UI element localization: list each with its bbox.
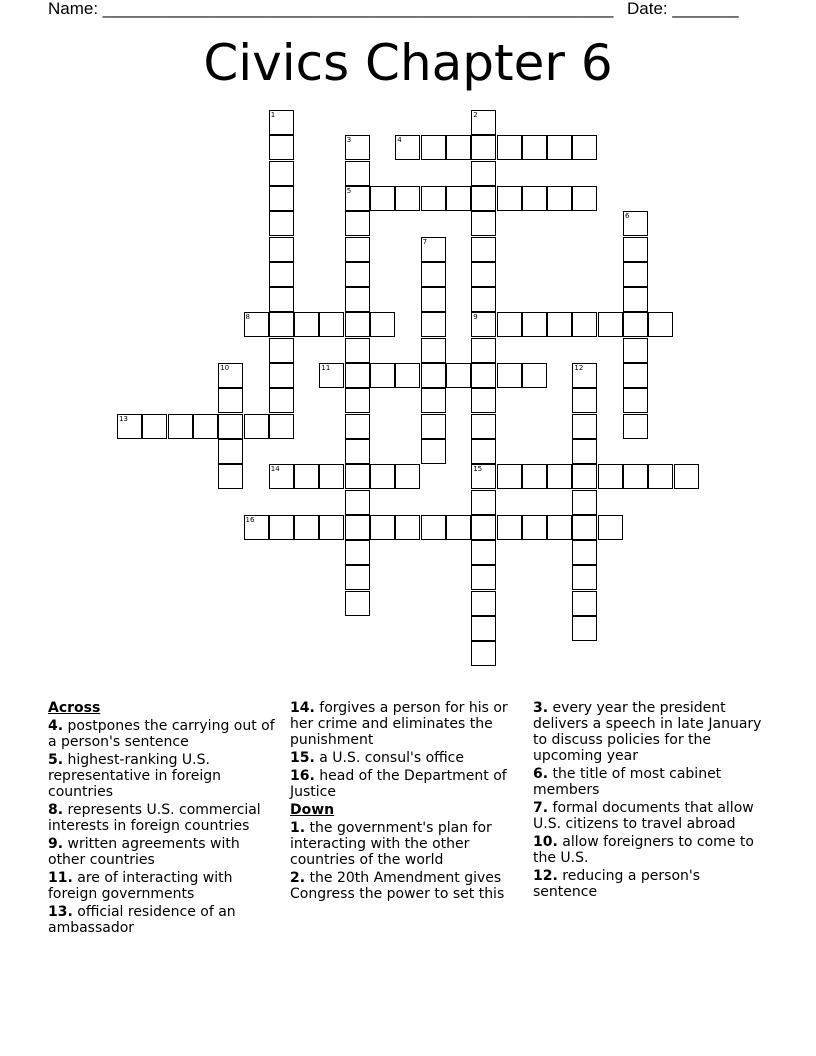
grid-cell[interactable]	[218, 414, 243, 439]
grid-cell[interactable]	[572, 186, 597, 211]
grid-cell[interactable]	[142, 414, 167, 439]
grid-cell[interactable]	[648, 312, 673, 337]
grid-cell[interactable]	[497, 186, 522, 211]
grid-cell[interactable]	[547, 464, 572, 489]
grid-cell[interactable]	[421, 363, 446, 388]
grid-cell[interactable]	[319, 464, 344, 489]
grid-cell[interactable]	[572, 540, 597, 565]
grid-cell[interactable]	[623, 388, 648, 413]
clue-number: 13.	[48, 904, 73, 920]
cell-number: 14	[270, 465, 280, 474]
page-title: Civics Chapter 6	[203, 34, 613, 92]
grid-cell[interactable]	[269, 262, 294, 287]
cell-number: 8	[245, 313, 250, 322]
grid-cell[interactable]	[471, 211, 496, 236]
clue-number: 14.	[290, 700, 315, 716]
cell-number: 9	[473, 313, 478, 322]
grid-cell[interactable]	[395, 363, 420, 388]
grid-cell[interactable]	[117, 414, 142, 439]
clue-text: head of the Department of Justice	[290, 768, 507, 800]
grid-cell[interactable]	[471, 616, 496, 641]
grid-cell[interactable]	[522, 515, 547, 540]
grid-cell[interactable]	[471, 338, 496, 363]
grid-cell[interactable]	[522, 135, 547, 160]
grid-cell[interactable]	[345, 490, 370, 515]
cell-number: 16	[245, 515, 255, 524]
grid-cell[interactable]	[395, 464, 420, 489]
grid-cell[interactable]	[572, 312, 597, 337]
clue-text: formal documents that allow U.S. citizens to travel abroad	[533, 800, 754, 832]
grid-cell[interactable]	[421, 312, 446, 337]
grid-cell[interactable]	[345, 515, 370, 540]
grid-cell[interactable]	[497, 135, 522, 160]
date-field: Date: _______	[627, 0, 739, 18]
grid-cell[interactable]	[193, 414, 218, 439]
grid-cell[interactable]	[623, 338, 648, 363]
grid-cell[interactable]	[471, 110, 496, 135]
clue-across-9	[48, 836, 280, 868]
cell-number: 1	[270, 111, 276, 119]
grid-cell[interactable]	[421, 388, 446, 413]
grid-cell[interactable]	[345, 237, 370, 262]
grid-cell[interactable]	[269, 237, 294, 262]
grid-cell[interactable]	[471, 439, 496, 464]
grid-cell[interactable]	[471, 515, 496, 540]
grid-cell[interactable]	[572, 414, 597, 439]
name-field: Name: ______________________________________________________	[48, 0, 614, 18]
grid-cell[interactable]	[623, 237, 648, 262]
grid-cell[interactable]	[421, 135, 446, 160]
clue-down-12	[533, 868, 765, 900]
grid-cell[interactable]	[294, 464, 319, 489]
clue-number: 5.	[48, 752, 64, 768]
cell-number: 11	[321, 364, 331, 372]
grid-cell[interactable]	[421, 439, 446, 464]
grid-cell[interactable]	[522, 186, 547, 211]
grid-cell[interactable]	[294, 312, 319, 337]
grid-cell[interactable]	[218, 388, 243, 413]
grid-cell[interactable]	[674, 464, 699, 489]
grid-cell[interactable]	[269, 414, 294, 439]
grid-cell[interactable]	[471, 414, 496, 439]
grid-cell[interactable]	[471, 161, 496, 186]
grid-cell[interactable]	[446, 135, 471, 160]
clue-number: 4.	[48, 718, 64, 734]
grid-cell[interactable]	[421, 414, 446, 439]
grid-cell[interactable]	[471, 287, 496, 312]
grid-cell[interactable]	[345, 135, 370, 160]
clue-text: every year the president delivers a speech in late January to discuss policies for the upcoming year	[533, 700, 762, 764]
clue-down-10	[533, 834, 765, 866]
cell-number: 7	[422, 237, 428, 246]
grid-cell[interactable]	[598, 464, 623, 489]
grid-cell[interactable]	[395, 186, 420, 211]
grid-cell[interactable]	[395, 135, 420, 160]
clue-across-4	[48, 718, 280, 750]
grid-cell[interactable]	[345, 565, 370, 590]
grid-cell[interactable]	[471, 565, 496, 590]
grid-cell[interactable]	[269, 312, 294, 337]
grid-cell[interactable]	[345, 312, 370, 337]
grid-cell[interactable]	[421, 338, 446, 363]
clue-text: the 20th Amendment gives Congress the power to set this	[290, 870, 505, 902]
grid-cell[interactable]	[623, 312, 648, 337]
clue-text: are of interacting with foreign governments	[48, 870, 233, 902]
grid-cell[interactable]	[623, 287, 648, 312]
clue-down-6	[533, 766, 765, 798]
clue-number: 3.	[533, 700, 549, 716]
grid-cell[interactable]	[345, 338, 370, 363]
clue-text: postpones the carrying out of a person's sentence	[48, 718, 275, 750]
grid-cell[interactable]	[319, 363, 344, 388]
cell-number: 3	[346, 136, 352, 145]
clue-text: the government's plan for interacting with the other countries of the world	[290, 820, 492, 868]
clue-text: written agreements with other countries	[48, 836, 240, 868]
grid-cell[interactable]	[547, 312, 572, 337]
grid-cell[interactable]	[572, 591, 597, 616]
clue-text: the title of most cabinet members	[533, 766, 722, 798]
grid-cell[interactable]	[345, 211, 370, 236]
grid-cell[interactable]	[446, 363, 471, 388]
clue-down-2	[290, 870, 522, 902]
grid-cell[interactable]	[572, 464, 597, 489]
clue-number: 6.	[533, 766, 549, 782]
clue-number: 9.	[48, 836, 64, 852]
grid-cell[interactable]	[572, 565, 597, 590]
grid-cell[interactable]	[471, 540, 496, 565]
grid-cell[interactable]	[421, 237, 446, 262]
grid-cell[interactable]	[598, 312, 623, 337]
grid-cell[interactable]	[345, 439, 370, 464]
grid-cell[interactable]	[471, 312, 496, 337]
clue-number: 2.	[290, 870, 306, 886]
cell-number: 4	[397, 136, 402, 145]
grid-cell[interactable]	[446, 515, 471, 540]
grid-cell[interactable]	[572, 616, 597, 641]
grid-cell[interactable]	[345, 388, 370, 413]
grid-cell[interactable]	[168, 414, 193, 439]
grid-cell[interactable]	[269, 186, 294, 211]
grid-cell[interactable]	[244, 515, 269, 540]
grid-cell[interactable]	[497, 464, 522, 489]
grid-cell[interactable]	[471, 490, 496, 515]
grid-cell[interactable]	[370, 464, 395, 489]
grid-cell[interactable]	[547, 135, 572, 160]
cell-number: 6	[625, 212, 630, 221]
grid-cell[interactable]	[471, 641, 496, 666]
clue-number: 11.	[48, 870, 73, 886]
grid-cell[interactable]	[244, 414, 269, 439]
grid-cell[interactable]	[370, 312, 395, 337]
clue-text: official residence of an ambassador	[48, 904, 236, 936]
clue-across-11	[48, 870, 280, 902]
grid-cell[interactable]	[522, 312, 547, 337]
grid-cell[interactable]	[421, 515, 446, 540]
grid-cell[interactable]	[497, 312, 522, 337]
clue-text: represents U.S. commercial interests in foreign countries	[48, 802, 261, 834]
grid-cell[interactable]	[395, 515, 420, 540]
grid-cell[interactable]	[497, 515, 522, 540]
grid-cell[interactable]	[623, 363, 648, 388]
clue-down-3	[533, 700, 765, 764]
grid-cell[interactable]	[269, 515, 294, 540]
clue-text: highest-ranking U.S. representative in foreign countries	[48, 752, 222, 800]
cell-number: 12	[574, 364, 584, 372]
grid-cell[interactable]	[294, 515, 319, 540]
grid-cell[interactable]	[421, 287, 446, 312]
grid-cell[interactable]	[522, 363, 547, 388]
grid-cell[interactable]	[319, 515, 344, 540]
clue-across-13	[48, 904, 280, 936]
grid-cell[interactable]	[269, 110, 294, 135]
clue-number: 15.	[290, 750, 315, 766]
grid-cell[interactable]	[623, 414, 648, 439]
clue-across-15	[290, 750, 522, 766]
grid-cell[interactable]	[623, 211, 648, 236]
grid-cell[interactable]	[244, 312, 269, 337]
grid-cell[interactable]	[345, 591, 370, 616]
grid-cell[interactable]	[547, 515, 572, 540]
grid-cell[interactable]	[370, 363, 395, 388]
clue-number: 16.	[290, 768, 315, 784]
cell-number: 13	[119, 414, 128, 423]
grid-cell[interactable]	[623, 262, 648, 287]
grid-cell[interactable]	[345, 262, 370, 287]
grid-cell[interactable]	[471, 262, 496, 287]
clue-number: 10.	[533, 834, 558, 850]
grid-cell[interactable]	[598, 515, 623, 540]
grid-cell[interactable]	[471, 237, 496, 262]
grid-cell[interactable]	[345, 363, 370, 388]
cell-number: 2	[473, 111, 478, 119]
grid-cell[interactable]	[497, 363, 522, 388]
clue-number: 8.	[48, 802, 64, 818]
grid-cell[interactable]	[218, 363, 243, 388]
grid-cell[interactable]	[269, 135, 294, 160]
clues-column-2	[290, 700, 522, 904]
clues-column-1	[48, 700, 280, 938]
clue-text: allow foreigners to come to the U.S.	[533, 834, 754, 866]
grid-cell[interactable]	[421, 186, 446, 211]
clue-number: 12.	[533, 868, 558, 884]
grid-cell[interactable]	[370, 515, 395, 540]
across-heading: Across	[48, 700, 101, 716]
grid-cell[interactable]	[471, 591, 496, 616]
grid-cell[interactable]	[522, 464, 547, 489]
grid-cell[interactable]	[269, 464, 294, 489]
grid-cell[interactable]	[269, 363, 294, 388]
clue-across-14	[290, 700, 522, 748]
grid-cell[interactable]	[471, 388, 496, 413]
clue-text: reducing a person's sentence	[533, 868, 701, 900]
grid-cell[interactable]	[572, 439, 597, 464]
grid-cell[interactable]	[218, 464, 243, 489]
grid-cell[interactable]	[471, 464, 496, 489]
clue-text: a U.S. consul's office	[319, 750, 464, 766]
grid-cell[interactable]	[471, 135, 496, 160]
clue-text: forgives a person for his or her crime and eliminates the punishment	[290, 700, 508, 748]
grid-cell[interactable]	[572, 388, 597, 413]
grid-cell[interactable]	[623, 464, 648, 489]
clue-down-7	[533, 800, 765, 832]
grid-cell[interactable]	[421, 262, 446, 287]
grid-cell[interactable]	[370, 186, 395, 211]
grid-cell[interactable]	[547, 186, 572, 211]
down-heading: Down	[290, 802, 335, 818]
grid-cell[interactable]	[269, 287, 294, 312]
grid-cell[interactable]	[345, 414, 370, 439]
clue-across-8	[48, 802, 280, 834]
grid-cell[interactable]	[269, 211, 294, 236]
cell-number: 5	[346, 186, 352, 195]
grid-cell[interactable]	[269, 161, 294, 186]
grid-cell[interactable]	[572, 490, 597, 515]
grid-cell[interactable]	[471, 186, 496, 211]
cell-number: 15	[473, 465, 483, 474]
grid-cell[interactable]	[572, 515, 597, 540]
grid-cell[interactable]	[269, 388, 294, 413]
clue-across-5	[48, 752, 280, 800]
clue-number: 7.	[533, 800, 549, 816]
clue-down-1	[290, 820, 522, 868]
cell-number: 10	[220, 364, 230, 372]
grid-cell[interactable]	[319, 312, 344, 337]
grid-cell[interactable]	[572, 135, 597, 160]
grid-cell[interactable]	[572, 363, 597, 388]
clue-number: 1.	[290, 820, 306, 836]
clues-column-3	[533, 700, 765, 902]
clue-across-16	[290, 768, 522, 800]
grid-cell[interactable]	[446, 186, 471, 211]
grid-cell[interactable]	[345, 287, 370, 312]
grid-cell[interactable]	[345, 186, 370, 211]
grid-cell[interactable]	[648, 464, 673, 489]
grid-cell[interactable]	[269, 338, 294, 363]
grid-cell[interactable]	[471, 363, 496, 388]
grid-cell[interactable]	[345, 540, 370, 565]
grid-cell[interactable]	[345, 464, 370, 489]
grid-cell[interactable]	[345, 161, 370, 186]
grid-cell[interactable]	[218, 439, 243, 464]
